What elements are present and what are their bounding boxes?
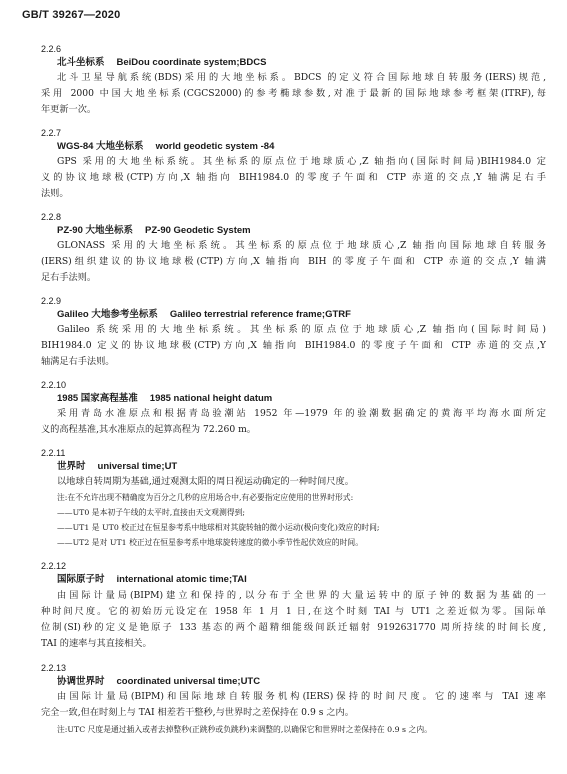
definition-line: 轴满足右手法则。	[41, 356, 115, 367]
section-number: 2.2.7	[41, 128, 62, 138]
term-title	[57, 57, 266, 69]
term-en: 1985 national height datum	[149, 393, 273, 404]
term-en: universal time;UT	[97, 461, 178, 472]
section-number: 2.2.6	[41, 44, 62, 54]
note-line: ——UT2 是对 UT1 校正过在恒星参考系中地球旋转速度的微小季节性起伏效应的时间。	[57, 538, 363, 547]
term-en: PZ-90 Geodetic System	[145, 225, 251, 236]
definition-line: 位制(SI)秒的定义是铯原子 133 基态的两个超精细能级间跃迁辐射 9192631770 周所持续的时间长度,	[41, 622, 546, 633]
definition-line: 采用青岛水准原点和根据青岛验潮站 1952 年—1979 年的验潮数据确定的黄海平均海水面所定	[57, 408, 546, 419]
section-number: 2.2.13	[41, 663, 67, 673]
section-number: 2.2.11	[41, 448, 66, 458]
definition-line: 北斗卫星导航系统(BDS)采用的大地坐标系。BDCS 的定义符合国际地球自转服务(IERS)规范,	[57, 72, 546, 83]
note-line: 注:UTC 尺度是通过插入或者去掉整秒(正跳秒或负跳秒)来调整的,以确保它和世界时之差保持在 0.9 s 之内。	[57, 725, 432, 734]
definition-line: 足右手法则。	[41, 272, 97, 283]
definition-line: (IERS)组织建议的协议地球极(CTP)方向,X 轴指向 BIH 的零度子午面和 CTP 赤道的交点,Y 轴满	[41, 256, 546, 267]
note-line: 注:在不允许出现不精确度为百分之几秒的应用场合中,有必要指定应使用的世界时形式:	[57, 493, 354, 502]
term-title	[57, 574, 247, 586]
section-number: 2.2.9	[41, 296, 62, 306]
term-cn: PZ-90 大地坐标系	[57, 225, 134, 236]
term-cn: 世界时	[57, 461, 86, 472]
note-line: ——UT1 是 UT0 校正过在恒星参考系中地球相对其旋转轴的微小运动(极向变化)效应的时间;	[57, 523, 380, 532]
note-line: ——UT0 是本初子午线的太平时,直接由天文观测得到;	[57, 508, 246, 517]
term-title	[57, 309, 351, 321]
definition-line: 由国际计量局(BIPM)和国际地球自转服务机构(IERS)保持的时间尺度。它的速率与 TAI 速率	[57, 691, 546, 702]
definition-line: GPS 采用的大地坐标系统。其坐标系的原点位于地球质心,Z 轴指向(国际时间局)BIH1984.0 定	[57, 156, 546, 167]
definition-line: 义的协议地球极(CTP)方向,X 轴指向 BIH1984.0 的零度子午面和 CTP 赤道的交点,Y 轴满足右手	[41, 172, 546, 183]
definition-line: 年更新一次。	[41, 104, 97, 115]
definition-line: 法则。	[41, 188, 69, 199]
term-title	[57, 225, 251, 237]
section-number: 2.2.8	[41, 212, 62, 222]
term-en: coordinated universal time;UTC	[116, 676, 261, 687]
standard-code: GB/T 39267—2020	[22, 9, 121, 21]
term-title	[57, 461, 177, 473]
definition-line: GLONASS 采用的大地坐标系统。其坐标系的原点位于地球质心,Z 轴指向国际地球自转服务	[57, 240, 546, 251]
definition-line: 采用 2000 中国大地坐标系(CGCS2000)的参考椭球参数,对准于最新的国际地球参考框架(ITRF),每	[41, 88, 546, 99]
term-title	[57, 676, 260, 688]
term-cn: 北斗坐标系	[57, 57, 105, 68]
term-cn: 协调世界时	[57, 676, 105, 687]
term-cn: 国际原子时	[57, 574, 105, 585]
definition-line: BIH1984.0 定义的协议地球极(CTP)方向,X 轴指向 BIH1984.0 的零度子午面和 CTP 赤道的交点,Y	[41, 340, 546, 351]
term-en: Galileo terrestrial reference frame;GTRF	[169, 309, 351, 320]
term-en: world geodetic system -84	[155, 141, 275, 152]
term-en: international atomic time;TAI	[116, 574, 247, 585]
definition-line: 由国际计量局(BIPM)建立和保持的,以分布于全世界的大量运转中的原子钟的数据为基础的一	[57, 590, 546, 601]
term-cn: Galileo 大地参考坐标系	[57, 309, 158, 320]
definition-line: 以地球自转周期为基础,通过观测太阳的周日视运动确定的一种时间尺度。	[57, 476, 354, 487]
definition-line: 种时间尺度。它的初始历元设定在 1958 年 1 月 1 日,在这个时刻 TAI 与 UT1 之差近似为零。国际单	[41, 606, 546, 617]
term-title	[57, 141, 274, 153]
term-cn: WGS-84 大地坐标系	[57, 141, 144, 152]
definition-line: 义的高程基准,其水准原点的起算高程为 72.260 m。	[41, 424, 256, 435]
term-cn: 1985 国家高程基准	[57, 393, 138, 404]
section-number: 2.2.12	[41, 561, 67, 571]
definition-line: 完全一致,但在时刻上与 TAI 相差若干整秒,与世界时之差保持在 0.9 s 之内。	[41, 707, 354, 718]
term-en: BeiDou coordinate system;BDCS	[116, 57, 267, 68]
definition-line: Galileo 系统采用的大地坐标系统。其坐标系的原点位于地球质心,Z 轴指向(国际时间局)	[57, 324, 546, 335]
term-title	[57, 393, 272, 405]
definition-line: TAI 的速率与其直接相关。	[41, 638, 152, 649]
section-number: 2.2.10	[41, 380, 67, 390]
